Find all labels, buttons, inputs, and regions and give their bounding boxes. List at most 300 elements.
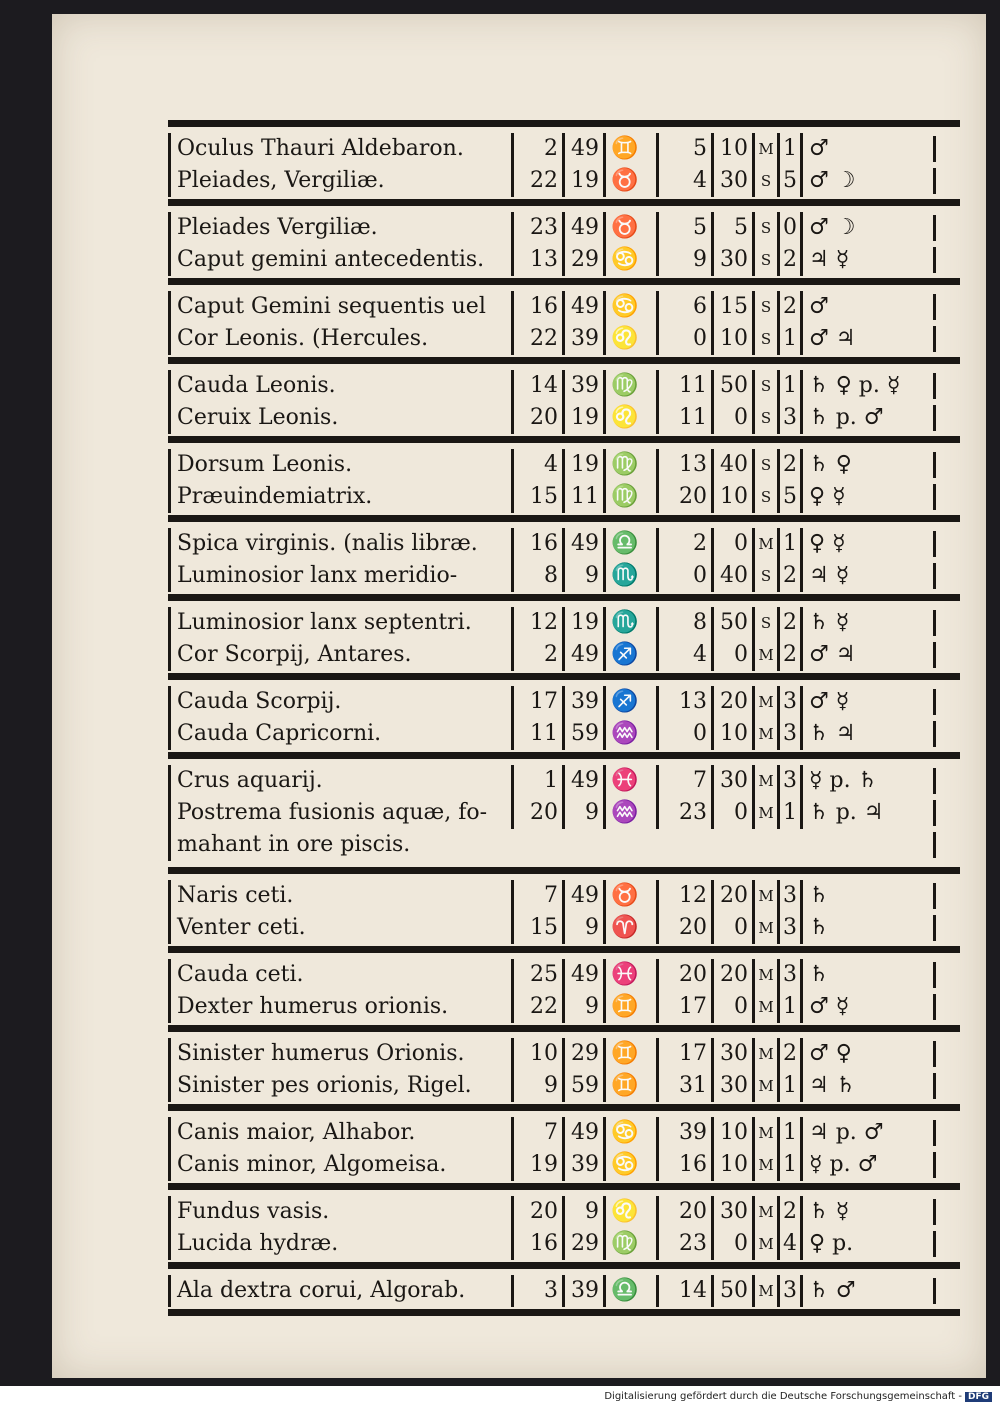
table-row (168, 686, 960, 718)
magnitude-cell: 2 (777, 1038, 800, 1070)
latitude-direction-cell: M (752, 133, 777, 165)
longitude-degrees-cell: 2 (511, 639, 562, 671)
table-row (168, 797, 960, 829)
row-end-rule (933, 405, 936, 431)
zodiac-sign-cell: ♌ (603, 1196, 644, 1228)
zodiac-sign-cell: ♎ (603, 1275, 644, 1307)
table-rule (168, 1025, 960, 1032)
latitude-degrees-cell: 4 (656, 639, 711, 671)
table-rule (168, 120, 960, 127)
table-row (168, 133, 960, 165)
magnitude-cell: 2 (777, 560, 800, 592)
magnitude-cell: 5 (777, 165, 800, 197)
latitude-minutes-cell: 15 (711, 291, 752, 323)
table-row (168, 402, 960, 434)
zodiac-sign-cell: ♓ (603, 959, 644, 991)
planetary-nature-cell: ♀ ☿ (800, 528, 927, 560)
latitude-minutes-cell: 0 (711, 528, 752, 560)
latitude-direction-cell: M (752, 912, 777, 944)
star-name-cell: Ceruix Leonis. (168, 402, 511, 434)
magnitude-cell: 1 (777, 797, 800, 829)
star-name-cell: Cauda Leonis. (168, 370, 511, 402)
longitude-minutes-cell: 49 (562, 528, 603, 560)
planetary-nature-cell: ♂ ♀ (800, 1038, 927, 1070)
zodiac-sign-cell: ♊ (603, 133, 644, 165)
row-end-rule (933, 1278, 936, 1304)
magnitude-cell: 1 (777, 323, 800, 355)
latitude-direction-cell: S (752, 402, 777, 434)
planetary-nature-cell: ♂ ☿ (800, 686, 927, 718)
magnitude-cell: 3 (777, 880, 800, 912)
table-row (168, 880, 960, 912)
longitude-degrees-cell: 8 (511, 560, 562, 592)
table-row (168, 212, 960, 244)
credit-text: Digitalisierung gefördert durch die Deutsche Forschungsgemeinschaft - (604, 1391, 962, 1402)
latitude-minutes-cell: 30 (711, 1196, 752, 1228)
star-name-cell: Ala dextra corui, Algorab. (168, 1275, 511, 1307)
longitude-minutes-cell: 9 (562, 797, 603, 829)
latitude-minutes-cell: 10 (711, 323, 752, 355)
row-end-rule (933, 1073, 936, 1099)
star-name-cell: mahant in ore piscis. (168, 829, 511, 861)
latitude-minutes-cell: 0 (711, 912, 752, 944)
planetary-nature-cell: ♄ ♀ (800, 449, 927, 481)
zodiac-sign-cell: ♐ (603, 686, 644, 718)
row-end-rule (933, 215, 936, 241)
star-group (168, 1190, 960, 1262)
longitude-degrees-cell: 7 (511, 880, 562, 912)
latitude-degrees-cell: 0 (656, 323, 711, 355)
row-end-rule (933, 326, 936, 352)
latitude-minutes-cell: 10 (711, 1149, 752, 1181)
longitude-degrees-cell: 15 (511, 912, 562, 944)
star-name-cell: Cauda Capricorni. (168, 718, 511, 750)
row-end-rule (933, 136, 936, 162)
latitude-minutes-cell: 30 (711, 165, 752, 197)
latitude-minutes-cell: 20 (711, 880, 752, 912)
longitude-minutes-cell: 9 (562, 991, 603, 1023)
longitude-degrees-cell: 10 (511, 1038, 562, 1070)
planetary-nature-cell: ♄ ♃ (800, 718, 927, 750)
magnitude-cell: 3 (777, 718, 800, 750)
latitude-direction-cell: S (752, 212, 777, 244)
latitude-degrees-cell: 13 (656, 449, 711, 481)
latitude-minutes-cell: 30 (711, 244, 752, 276)
longitude-minutes-cell: 11 (562, 481, 603, 513)
planetary-nature-cell: ♃ ☿ (800, 244, 927, 276)
table-row (168, 912, 960, 944)
row-end-rule (933, 294, 936, 320)
star-group (168, 1269, 960, 1309)
planetary-nature-cell: ♂ ☽ (800, 212, 927, 244)
table-rule (168, 594, 960, 601)
table-row (168, 1275, 960, 1307)
longitude-degrees-cell: 22 (511, 323, 562, 355)
table-row (168, 1196, 960, 1228)
row-end-rule (933, 689, 936, 715)
star-name-cell: Cor Leonis. (Hercules. (168, 323, 511, 355)
row-end-rule (933, 642, 936, 668)
table-rule (168, 515, 960, 522)
longitude-minutes-cell: 49 (562, 765, 603, 797)
longitude-minutes-cell: 19 (562, 165, 603, 197)
latitude-direction-cell: M (752, 1038, 777, 1070)
table-rule (168, 278, 960, 285)
longitude-minutes-cell: 9 (562, 912, 603, 944)
table-rule (168, 1104, 960, 1111)
longitude-degrees-cell: 1 (511, 765, 562, 797)
latitude-minutes-cell: 30 (711, 1038, 752, 1070)
table-row (168, 991, 960, 1023)
latitude-direction-cell: S (752, 481, 777, 513)
row-end-rule (933, 962, 936, 988)
star-name-cell: Caput Gemini sequentis uel (168, 291, 511, 323)
row-end-rule (933, 832, 936, 858)
table-row (168, 639, 960, 671)
latitude-direction-cell: M (752, 765, 777, 797)
star-group (168, 364, 960, 436)
latitude-direction-cell: M (752, 1070, 777, 1102)
longitude-degrees-cell: 16 (511, 528, 562, 560)
latitude-minutes-cell: 20 (711, 959, 752, 991)
longitude-minutes-cell: 39 (562, 1275, 603, 1307)
longitude-minutes-cell: 49 (562, 639, 603, 671)
zodiac-sign-cell: ♍ (603, 1228, 644, 1260)
magnitude-cell: 5 (777, 481, 800, 513)
magnitude-cell: 2 (777, 607, 800, 639)
star-name-cell: Venter ceti. (168, 912, 511, 944)
star-name-cell: Pleiades, Vergiliæ. (168, 165, 511, 197)
planetary-nature-cell: ♄ ♀ p. ☿ (800, 370, 927, 402)
planetary-nature-cell: ♂ ♃ (800, 323, 927, 355)
latitude-degrees-cell: 5 (656, 212, 711, 244)
table-row (168, 244, 960, 276)
latitude-degrees-cell: 14 (656, 1275, 711, 1307)
magnitude-cell: 2 (777, 449, 800, 481)
table-row (168, 765, 960, 797)
row-end-rule (933, 563, 936, 589)
latitude-direction-cell: M (752, 1196, 777, 1228)
planetary-nature-cell: ♂ ♃ (800, 639, 927, 671)
table-row (168, 323, 960, 355)
row-end-rule (933, 531, 936, 557)
table-row (168, 1117, 960, 1149)
star-group (168, 680, 960, 752)
star-group (168, 759, 960, 867)
latitude-direction-cell: M (752, 1228, 777, 1260)
latitude-degrees-cell: 17 (656, 991, 711, 1023)
row-end-rule (933, 1120, 936, 1146)
latitude-degrees-cell: 12 (656, 880, 711, 912)
latitude-degrees-cell: 6 (656, 291, 711, 323)
latitude-degrees-cell: 16 (656, 1149, 711, 1181)
table-rule (168, 673, 960, 680)
star-group (168, 522, 960, 594)
longitude-minutes-cell: 29 (562, 244, 603, 276)
latitude-minutes-cell: 50 (711, 1275, 752, 1307)
table-row (168, 1228, 960, 1260)
table-row (168, 165, 960, 197)
longitude-degrees-cell: 25 (511, 959, 562, 991)
longitude-degrees-cell: 4 (511, 449, 562, 481)
magnitude-cell: 3 (777, 912, 800, 944)
planetary-nature-cell: ♄ ☿ (800, 1196, 927, 1228)
zodiac-sign-cell: ♍ (603, 481, 644, 513)
table-row (168, 959, 960, 991)
latitude-minutes-cell: 0 (711, 639, 752, 671)
latitude-direction-cell: S (752, 291, 777, 323)
latitude-degrees-cell: 20 (656, 481, 711, 513)
magnitude-cell: 2 (777, 639, 800, 671)
latitude-minutes-cell: 30 (711, 1070, 752, 1102)
latitude-minutes-cell: 20 (711, 686, 752, 718)
latitude-direction-cell: M (752, 639, 777, 671)
star-name-cell: Canis minor, Algomeisa. (168, 1149, 511, 1181)
star-group (168, 127, 960, 199)
row-end-rule (933, 452, 936, 478)
magnitude-cell: 1 (777, 991, 800, 1023)
star-name-cell: Dexter humerus orionis. (168, 991, 511, 1023)
star-name-cell: Sinister humerus Orionis. (168, 1038, 511, 1070)
planetary-nature-cell: ♄ (800, 880, 927, 912)
star-name-cell: Oculus Thauri Aldebaron. (168, 133, 511, 165)
magnitude-cell: 2 (777, 244, 800, 276)
longitude-minutes-cell: 59 (562, 718, 603, 750)
longitude-degrees-cell: 20 (511, 797, 562, 829)
zodiac-sign-cell: ♌ (603, 402, 644, 434)
longitude-minutes-cell: 39 (562, 323, 603, 355)
row-end-rule (933, 1041, 936, 1067)
latitude-degrees-cell: 5 (656, 133, 711, 165)
zodiac-sign-cell: ♈ (603, 912, 644, 944)
planetary-nature-cell: ☿ p. ♄ (800, 765, 927, 797)
table-row (168, 1149, 960, 1181)
zodiac-sign-cell: ♊ (603, 1070, 644, 1102)
longitude-minutes-cell: 19 (562, 402, 603, 434)
zodiac-sign-cell: ♐ (603, 639, 644, 671)
latitude-direction-cell: S (752, 323, 777, 355)
planetary-nature-cell: ♃ ♄ (800, 1070, 927, 1102)
zodiac-sign-cell: ♉ (603, 880, 644, 912)
planetary-nature-cell: ♀ ☿ (800, 481, 927, 513)
row-end-rule (933, 721, 936, 747)
row-end-rule (933, 373, 936, 399)
star-group (168, 874, 960, 946)
planetary-nature-cell: ♃ p. ♂ (800, 1117, 927, 1149)
longitude-degrees-cell: 17 (511, 686, 562, 718)
magnitude-cell: 0 (777, 212, 800, 244)
latitude-degrees-cell: 20 (656, 1196, 711, 1228)
table-row (168, 481, 960, 513)
star-group (168, 1032, 960, 1104)
latitude-direction-cell: M (752, 880, 777, 912)
planetary-nature-cell: ♄ ♂ (800, 1275, 927, 1307)
zodiac-sign-cell: ♌ (603, 323, 644, 355)
magnitude-cell: 1 (777, 1117, 800, 1149)
latitude-direction-cell: M (752, 991, 777, 1023)
row-end-rule (933, 247, 936, 273)
star-name-cell: Cauda Scorpij. (168, 686, 511, 718)
latitude-degrees-cell: 8 (656, 607, 711, 639)
planetary-nature-cell: ♃ ☿ (800, 560, 927, 592)
planetary-nature-cell: ☿ p. ♂ (800, 1149, 927, 1181)
latitude-degrees-cell: 20 (656, 912, 711, 944)
longitude-minutes-cell: 49 (562, 133, 603, 165)
star-name-cell: Lucida hydræ. (168, 1228, 511, 1260)
star-name-cell: Præuindemiatrix. (168, 481, 511, 513)
latitude-minutes-cell: 10 (711, 1117, 752, 1149)
latitude-minutes-cell: 50 (711, 370, 752, 402)
longitude-degrees-cell: 12 (511, 607, 562, 639)
table-rule (168, 867, 960, 874)
star-group (168, 443, 960, 515)
longitude-degrees-cell: 22 (511, 165, 562, 197)
longitude-degrees-cell: 3 (511, 1275, 562, 1307)
star-name-cell: Spica virginis. (nalis libræ. (168, 528, 511, 560)
table-rule (168, 1183, 960, 1190)
latitude-direction-cell: S (752, 607, 777, 639)
star-name-cell: Cauda ceti. (168, 959, 511, 991)
table-row (168, 1070, 960, 1102)
latitude-direction-cell: M (752, 528, 777, 560)
table-row (168, 718, 960, 750)
longitude-minutes-cell: 39 (562, 1149, 603, 1181)
table-row (168, 291, 960, 323)
magnitude-cell: 1 (777, 370, 800, 402)
row-end-rule (933, 484, 936, 510)
latitude-minutes-cell: 0 (711, 991, 752, 1023)
latitude-degrees-cell: 17 (656, 1038, 711, 1070)
longitude-degrees-cell: 20 (511, 1196, 562, 1228)
latitude-direction-cell: S (752, 244, 777, 276)
star-group (168, 953, 960, 1025)
longitude-degrees-cell: 11 (511, 718, 562, 750)
latitude-minutes-cell: 50 (711, 607, 752, 639)
table-rule (168, 357, 960, 364)
latitude-degrees-cell: 7 (656, 765, 711, 797)
table-rule (168, 1262, 960, 1269)
zodiac-sign-cell: ♊ (603, 991, 644, 1023)
magnitude-cell: 1 (777, 528, 800, 560)
star-group (168, 1111, 960, 1183)
magnitude-cell: 2 (777, 291, 800, 323)
latitude-direction-cell: S (752, 370, 777, 402)
latitude-direction-cell: M (752, 959, 777, 991)
latitude-direction-cell: M (752, 797, 777, 829)
planetary-nature-cell: ♂ (800, 133, 927, 165)
zodiac-sign-cell: ♍ (603, 449, 644, 481)
longitude-minutes-cell: 59 (562, 1070, 603, 1102)
row-end-rule (933, 768, 936, 794)
latitude-minutes-cell: 10 (711, 133, 752, 165)
latitude-minutes-cell: 0 (711, 797, 752, 829)
latitude-direction-cell: M (752, 686, 777, 718)
longitude-minutes-cell: 49 (562, 212, 603, 244)
latitude-minutes-cell: 0 (711, 402, 752, 434)
longitude-degrees-cell: 9 (511, 1070, 562, 1102)
latitude-degrees-cell: 0 (656, 560, 711, 592)
zodiac-sign-cell: ♉ (603, 165, 644, 197)
magnitude-cell: 3 (777, 1275, 800, 1307)
latitude-minutes-cell: 10 (711, 718, 752, 750)
zodiac-sign-cell: ♒ (603, 718, 644, 750)
longitude-minutes-cell: 49 (562, 959, 603, 991)
longitude-minutes-cell: 9 (562, 1196, 603, 1228)
table-row (168, 1038, 960, 1070)
longitude-minutes-cell: 39 (562, 686, 603, 718)
latitude-minutes-cell: 10 (711, 481, 752, 513)
longitude-minutes-cell: 19 (562, 607, 603, 639)
table-row (168, 829, 960, 861)
latitude-minutes-cell: 40 (711, 560, 752, 592)
zodiac-sign-cell: ♊ (603, 1038, 644, 1070)
row-end-rule (933, 168, 936, 194)
row-end-rule (933, 883, 936, 909)
star-catalogue-table (168, 120, 960, 1316)
row-end-rule (933, 1231, 936, 1257)
latitude-degrees-cell: 31 (656, 1070, 711, 1102)
table-rule (168, 199, 960, 206)
star-name-cell: Fundus vasis. (168, 1196, 511, 1228)
dfg-logo: DFG (965, 1392, 992, 1402)
table-rule (168, 436, 960, 443)
table-row (168, 449, 960, 481)
latitude-direction-cell: M (752, 1149, 777, 1181)
zodiac-sign-cell: ♏ (603, 560, 644, 592)
zodiac-sign-cell: ♋ (603, 1149, 644, 1181)
longitude-degrees-cell: 14 (511, 370, 562, 402)
star-group (168, 285, 960, 357)
star-name-cell: Luminosior lanx meridio- (168, 560, 511, 592)
latitude-degrees-cell: 2 (656, 528, 711, 560)
longitude-minutes-cell: 49 (562, 1117, 603, 1149)
latitude-degrees-cell: 13 (656, 686, 711, 718)
zodiac-sign-cell: ♋ (603, 291, 644, 323)
planetary-nature-cell: ♄ ☿ (800, 607, 927, 639)
star-name-cell: Crus aquarij. (168, 765, 511, 797)
longitude-degrees-cell: 22 (511, 991, 562, 1023)
star-name-cell: Cor Scorpij, Antares. (168, 639, 511, 671)
row-end-rule (933, 1199, 936, 1225)
table-rule (168, 752, 960, 759)
star-name-cell: Naris ceti. (168, 880, 511, 912)
longitude-minutes-cell: 49 (562, 880, 603, 912)
star-name-cell: Canis maior, Alhabor. (168, 1117, 511, 1149)
latitude-direction-cell: S (752, 449, 777, 481)
latitude-degrees-cell: 4 (656, 165, 711, 197)
longitude-degrees-cell: 19 (511, 1149, 562, 1181)
star-name-cell: Sinister pes orionis, Rigel. (168, 1070, 511, 1102)
zodiac-sign-cell: ♋ (603, 1117, 644, 1149)
longitude-degrees-cell: 23 (511, 212, 562, 244)
row-end-rule (933, 1152, 936, 1178)
longitude-minutes-cell: 39 (562, 370, 603, 402)
planetary-nature-cell: ♄ p. ♂ (800, 402, 927, 434)
latitude-degrees-cell: 23 (656, 797, 711, 829)
latitude-minutes-cell: 40 (711, 449, 752, 481)
longitude-degrees-cell: 15 (511, 481, 562, 513)
star-name-cell: Luminosior lanx septentri. (168, 607, 511, 639)
magnitude-cell: 3 (777, 686, 800, 718)
star-group (168, 206, 960, 278)
star-group (168, 601, 960, 673)
latitude-direction-cell: S (752, 560, 777, 592)
planetary-nature-cell: ♂ ☿ (800, 991, 927, 1023)
star-name-cell: Pleiades Vergiliæ. (168, 212, 511, 244)
latitude-degrees-cell: 39 (656, 1117, 711, 1149)
planetary-nature-cell: ♄ (800, 912, 927, 944)
table-rule (168, 946, 960, 953)
